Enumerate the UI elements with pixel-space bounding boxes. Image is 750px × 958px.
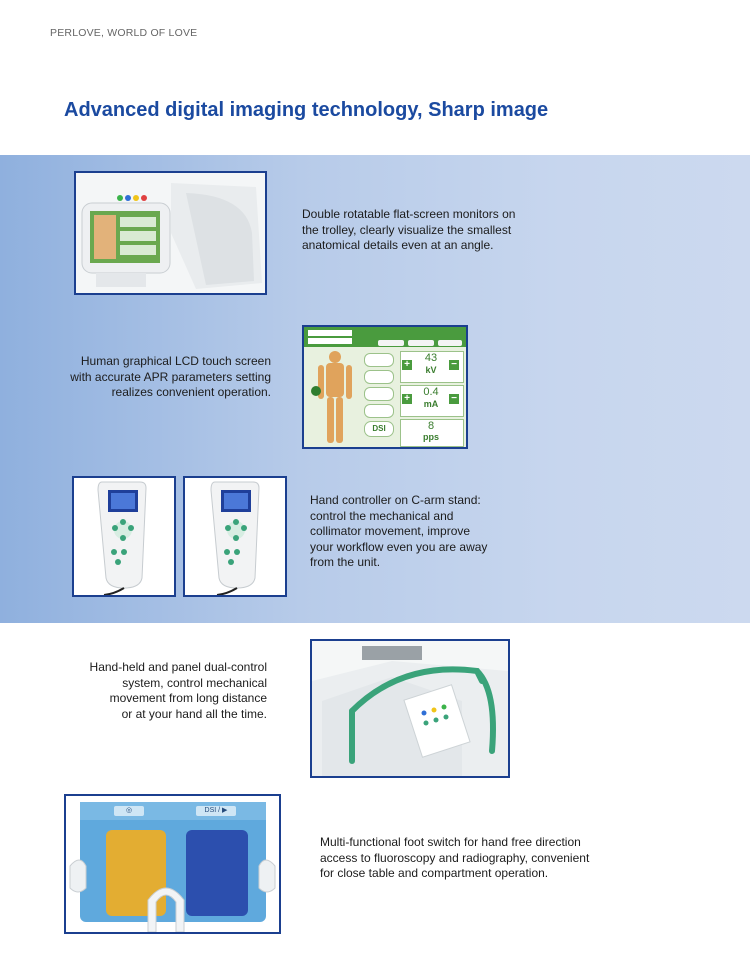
feature-lcd-text (40, 354, 271, 401)
text-line: Hand-held and panel dual-control (89, 660, 267, 674)
text-line: or at your hand all the time. (121, 706, 267, 721)
monitor-photo (74, 171, 267, 295)
text-line: realizes convenient operation. (111, 385, 271, 399)
kv-minus-button: − (449, 360, 459, 370)
hand-controller-photo-2 (183, 476, 287, 597)
kv-value: 43 (424, 352, 438, 364)
dsi-button: DSI (364, 421, 394, 437)
lcd-field (308, 338, 352, 344)
monitor-illustration (76, 173, 265, 293)
text-line: the trolley, clearly visualize the smallest (302, 222, 512, 237)
organ-button (364, 353, 394, 367)
kv-plus-button: + (402, 360, 412, 370)
text-line: Human graphical LCD touch screen (80, 354, 271, 368)
lcd-tab (438, 340, 462, 346)
feature-controller-text (310, 493, 530, 571)
ma-minus-button: − (449, 394, 459, 404)
page-headline: Advanced digital imaging technology, Sharp image (64, 99, 549, 121)
text-line: Multi-functional foot switch for hand free direction (320, 835, 581, 849)
text-line: control the mechanical and (310, 508, 454, 523)
pedal-left-label: ◎ (125, 807, 133, 814)
lcd-tab (408, 340, 434, 346)
organ-button (364, 387, 394, 401)
brand-tagline: PERLOVE, WORLD OF LOVE (50, 27, 198, 39)
foot-switch-illustration (66, 796, 279, 932)
text-line: anatomical details even at an angle. (302, 238, 494, 252)
pedal-right-label: DSI / ▶ (204, 807, 228, 814)
pps-unit: pps (422, 432, 439, 442)
hand-controller-icon (185, 478, 285, 595)
text-line: Double rotatable flat-screen monitors on (302, 207, 516, 221)
text-line: for close table and compartment operation. (320, 866, 549, 880)
foot-switch-photo (64, 794, 281, 934)
text-line: your workflow even you are away (310, 539, 488, 554)
organ-button (364, 404, 394, 418)
lcd-field (308, 330, 352, 336)
text-line: movement from long distance (109, 691, 267, 705)
pps-value: 8 (427, 420, 435, 432)
lcd-tab (378, 340, 404, 346)
feature-dual-control-text (40, 660, 267, 722)
body-figure-icon (310, 349, 360, 447)
text-line: with accurate APR parameters setting (70, 369, 271, 384)
text-line: collimator movement, improve (310, 524, 471, 538)
kv-unit: kV (425, 365, 437, 375)
text-line: Hand controller on C-arm stand: (310, 493, 481, 507)
feature-foot-switch-text (320, 835, 610, 882)
feature-monitor-text (302, 207, 542, 254)
lcd-screen-image (302, 325, 468, 449)
hand-controller-photo-1 (72, 476, 176, 597)
ma-value: 0.4 (423, 386, 439, 398)
text-line: from the unit. (310, 555, 381, 569)
control-panel-illustration (312, 641, 508, 776)
ma-unit: mA (423, 399, 439, 409)
organ-button (364, 370, 394, 384)
hand-controller-icon (74, 478, 174, 595)
ma-plus-button: + (402, 394, 412, 404)
text-line: system, control mechanical (122, 675, 267, 690)
text-line: access to fluoroscopy and radiography, convenient (320, 850, 590, 865)
control-panel-photo (310, 639, 510, 778)
